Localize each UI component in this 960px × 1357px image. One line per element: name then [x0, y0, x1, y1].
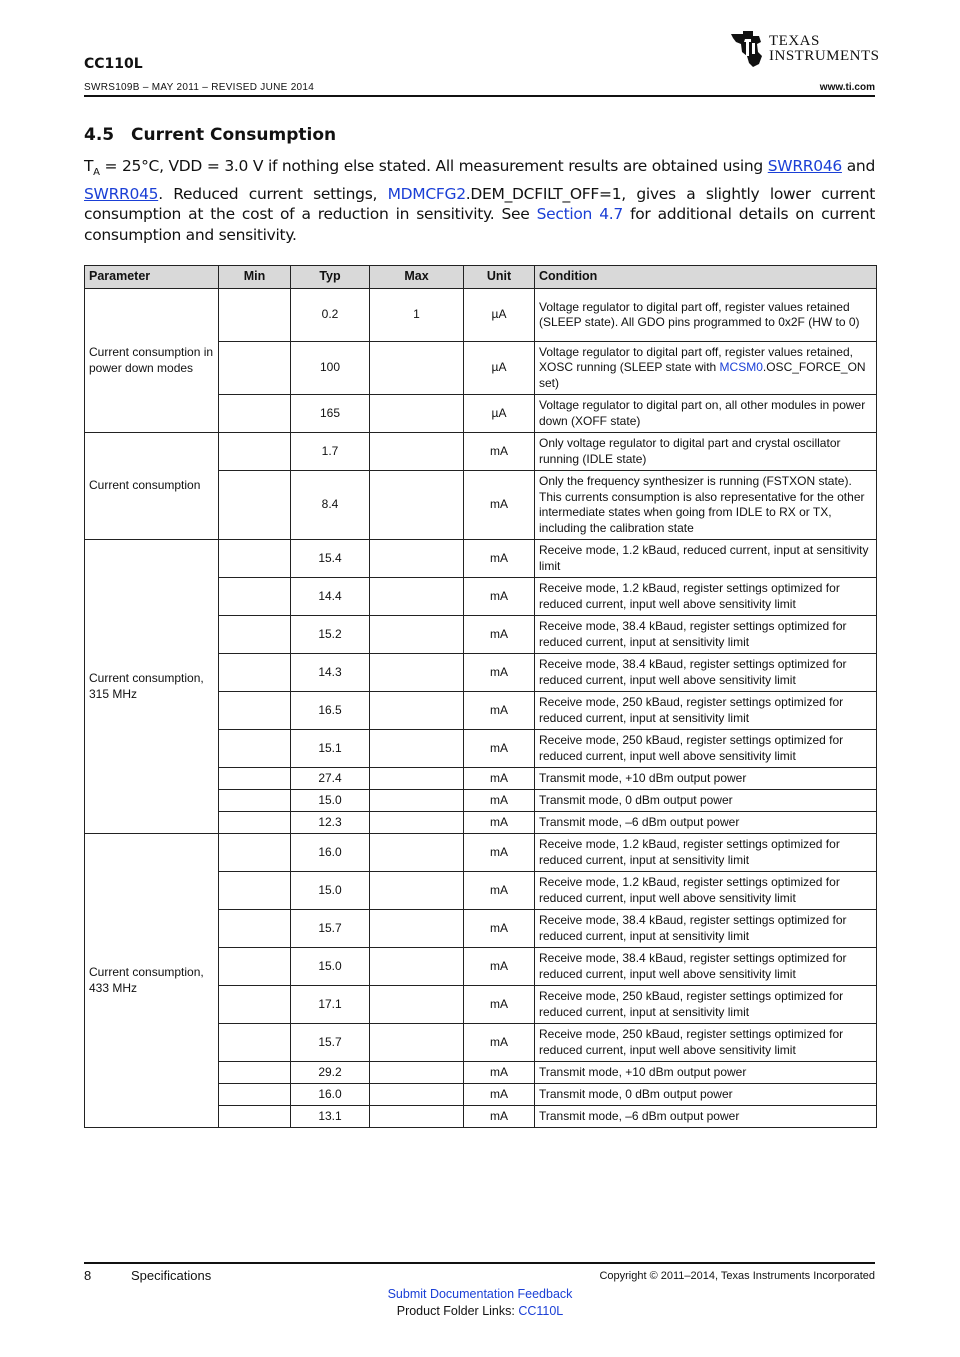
current-consumption-table [84, 265, 877, 1128]
max-cell [370, 910, 464, 948]
condition-cell: Receive mode, 38.4 kBaud, register settings optimized for reduced current, input well above sensitivity limit [535, 654, 877, 692]
condition-cell: Transmit mode, 0 dBm output power [535, 1084, 877, 1106]
condition-cell: Only the frequency synthesizer is running (FSTXON state). This currents consumption is also representative for the other intermediate states when going from IDLE to RX or TX, including the calibration state [535, 471, 877, 540]
intro-text-1: = 25°C, VDD = 3.0 V if nothing else stated. All measurement results are obtained using [99, 157, 768, 175]
min-cell [219, 948, 291, 986]
min-cell [219, 616, 291, 654]
footer-section-name: Specifications [131, 1268, 212, 1283]
unit-cell: mA [464, 948, 535, 986]
parameter-cell: Current consumption [85, 433, 219, 540]
max-cell [370, 1024, 464, 1062]
col-header-parameter: Parameter [85, 266, 219, 289]
min-cell [219, 471, 291, 540]
doc-title: CC110L [84, 56, 143, 72]
temp-symbol: T [84, 157, 94, 175]
condition-cell: Receive mode, 250 kBaud, register settings optimized for reduced current, input at sensitivity limit [535, 986, 877, 1024]
intro-text-3: . Reduced current settings, [158, 184, 388, 203]
typ-cell: 16.0 [291, 1084, 370, 1106]
max-cell [370, 1062, 464, 1084]
min-cell [219, 395, 291, 433]
condition-cell: Receive mode, 250 kBaud, register settings optimized for reduced current, input well above sensitivity limit [535, 730, 877, 768]
intro-paragraph [84, 156, 875, 245]
typ-cell: 12.3 [291, 812, 370, 834]
max-cell [370, 342, 464, 395]
min-cell [219, 433, 291, 471]
condition-cell: Receive mode, 1.2 kBaud, register settings optimized for reduced current, input well above sensitivity limit [535, 872, 877, 910]
min-cell [219, 540, 291, 578]
min-cell [219, 1024, 291, 1062]
intro-text-5: for additional details on current consumption and sensitivity. [84, 205, 875, 244]
unit-cell: mA [464, 812, 535, 834]
max-cell [370, 692, 464, 730]
condition-cell [535, 342, 877, 395]
col-header-max: Max [370, 266, 464, 289]
footer-divider [84, 1262, 875, 1264]
min-cell [219, 578, 291, 616]
unit-cell: mA [464, 730, 535, 768]
typ-cell: 14.4 [291, 578, 370, 616]
min-cell [219, 986, 291, 1024]
ti-logo-icon [729, 30, 765, 68]
product-folder-link[interactable]: CC110L [518, 1304, 564, 1318]
product-folder-links [0, 1304, 960, 1318]
min-cell [219, 654, 291, 692]
condition-cell: Transmit mode, +10 dBm output power [535, 1062, 877, 1084]
intro-text-4: .DEM_DCFILT_OFF=1, gives a slightly lower current consumption at the cost of a reduction in sensitivity. See [84, 184, 875, 224]
table-row [85, 433, 877, 471]
unit-cell: mA [464, 872, 535, 910]
typ-cell: 17.1 [291, 986, 370, 1024]
max-cell: 1 [370, 289, 464, 342]
typ-cell: 15.7 [291, 1024, 370, 1062]
typ-cell: 15.0 [291, 948, 370, 986]
condition-cell: Receive mode, 1.2 kBaud, register settings optimized for reduced current, input at sensitivity limit [535, 834, 877, 872]
ti-logo [729, 30, 880, 74]
typ-cell: 165 [291, 395, 370, 433]
condition-cell: Transmit mode, 0 dBm output power [535, 790, 877, 812]
max-cell [370, 1106, 464, 1128]
typ-cell: 8.4 [291, 471, 370, 540]
condition-cell: Receive mode, 1.2 kBaud, register settings optimized for reduced current, input well above sensitivity limit [535, 578, 877, 616]
condition-cell: Transmit mode, –6 dBm output power [535, 1106, 877, 1128]
max-cell [370, 395, 464, 433]
parameter-cell: Current consumption, 315 MHz [85, 540, 219, 834]
col-header-typ: Typ [291, 266, 370, 289]
unit-cell: mA [464, 1084, 535, 1106]
unit-cell: mA [464, 692, 535, 730]
intro-text-2: and [841, 157, 876, 175]
min-cell [219, 1106, 291, 1128]
condition-cell: Voltage regulator to digital part off, register values retained (SLEEP state). All GDO pins programmed to 0x2F (HW to 0) [535, 289, 877, 342]
website-link[interactable]: www.ti.com [819, 82, 875, 93]
min-cell [219, 1062, 291, 1084]
unit-cell: mA [464, 1024, 535, 1062]
min-cell [219, 834, 291, 872]
max-cell [370, 812, 464, 834]
logo-line-1: TEXAS [769, 33, 820, 49]
unit-cell: mA [464, 654, 535, 692]
unit-cell: mA [464, 790, 535, 812]
max-cell [370, 471, 464, 540]
typ-cell: 15.4 [291, 540, 370, 578]
min-cell [219, 730, 291, 768]
max-cell [370, 790, 464, 812]
condition-cell: Receive mode, 38.4 kBaud, register settings optimized for reduced current, input at sensitivity limit [535, 616, 877, 654]
max-cell [370, 433, 464, 471]
section-number: 4.5 [84, 125, 115, 145]
condition-text: Voltage regulator to digital part off, register values retained, XOSC running (SLEEP state with [539, 344, 853, 375]
table-row [85, 834, 877, 872]
unit-cell: mA [464, 1106, 535, 1128]
typ-cell: 15.7 [291, 910, 370, 948]
ti-logo-text [769, 34, 880, 64]
unit-cell: mA [464, 768, 535, 790]
typ-cell: 13.1 [291, 1106, 370, 1128]
link-swrr045[interactable]: SWRR045 [84, 184, 159, 203]
link-swrr046[interactable]: SWRR046 [767, 157, 842, 175]
condition-cell: Only voltage regulator to digital part and crystal oscillator running (IDLE state) [535, 433, 877, 471]
unit-cell: µA [464, 342, 535, 395]
max-cell [370, 540, 464, 578]
header-divider [84, 95, 875, 97]
typ-cell: 16.5 [291, 692, 370, 730]
max-cell [370, 872, 464, 910]
table-row [85, 540, 877, 578]
unit-cell: mA [464, 433, 535, 471]
typ-cell: 1.7 [291, 433, 370, 471]
unit-cell: mA [464, 471, 535, 540]
parameter-cell: Current consumption, 433 MHz [85, 834, 219, 1128]
typ-cell: 15.1 [291, 730, 370, 768]
unit-cell: mA [464, 910, 535, 948]
typ-cell: 16.0 [291, 834, 370, 872]
typ-cell: 27.4 [291, 768, 370, 790]
unit-cell: mA [464, 540, 535, 578]
unit-cell: mA [464, 616, 535, 654]
min-cell [219, 342, 291, 395]
col-header-condition: Condition [535, 266, 877, 289]
link-mdmcfg2[interactable]: MDMCFG2 [387, 184, 466, 203]
copyright-notice: Copyright © 2011–2014, Texas Instruments Incorporated [599, 1270, 875, 1282]
min-cell [219, 768, 291, 790]
max-cell [370, 578, 464, 616]
page-number: 8 [84, 1268, 92, 1283]
max-cell [370, 730, 464, 768]
min-cell [219, 692, 291, 730]
max-cell [370, 1084, 464, 1106]
condition-cell: Voltage regulator to digital part on, all other modules in power down (XOFF state) [535, 395, 877, 433]
max-cell [370, 834, 464, 872]
parameter-cell: Current consumption in power down modes [85, 289, 219, 433]
table-row [85, 289, 877, 342]
col-header-unit: Unit [464, 266, 535, 289]
section-title: Current Consumption [131, 125, 337, 145]
condition-cell: Receive mode, 38.4 kBaud, register settings optimized for reduced current, input well above sensitivity limit [535, 948, 877, 986]
folder-label: Product Folder Links: [396, 1304, 519, 1318]
section-heading [84, 125, 336, 145]
max-cell [370, 616, 464, 654]
typ-cell: 29.2 [291, 1062, 370, 1084]
max-cell [370, 768, 464, 790]
unit-cell: mA [464, 578, 535, 616]
unit-cell: µA [464, 395, 535, 433]
condition-cell: Receive mode, 1.2 kBaud, reduced current, input at sensitivity limit [535, 540, 877, 578]
typ-cell: 15.0 [291, 790, 370, 812]
min-cell [219, 289, 291, 342]
condition-cell: Receive mode, 38.4 kBaud, register settings optimized for reduced current, input at sensitivity limit [535, 910, 877, 948]
min-cell [219, 790, 291, 812]
table-header-row [85, 266, 877, 289]
max-cell [370, 654, 464, 692]
link-mcsm0[interactable]: MCSM0 [719, 360, 763, 375]
doc-revision: SWRS109B – MAY 2011 – REVISED JUNE 2014 [84, 82, 315, 93]
typ-cell: 15.2 [291, 616, 370, 654]
temp-subscript: A [93, 167, 100, 179]
submit-feedback-link[interactable]: Submit Documentation Feedback [387, 1287, 573, 1301]
unit-cell: mA [464, 1062, 535, 1084]
condition-cell: Transmit mode, –6 dBm output power [535, 812, 877, 834]
unit-cell: µA [464, 289, 535, 342]
col-header-min: Min [219, 266, 291, 289]
condition-cell: Receive mode, 250 kBaud, register settings optimized for reduced current, input well above sensitivity limit [535, 1024, 877, 1062]
logo-line-2: INSTRUMENTS [769, 48, 880, 64]
typ-cell: 100 [291, 342, 370, 395]
link-section-4-7[interactable]: Section 4.7 [536, 205, 623, 224]
condition-text: .OSC_FORCE_ON set) [539, 360, 866, 390]
unit-cell: mA [464, 986, 535, 1024]
min-cell [219, 812, 291, 834]
typ-cell: 0.2 [291, 289, 370, 342]
max-cell [370, 986, 464, 1024]
condition-cell: Receive mode, 250 kBaud, register settings optimized for reduced current, input at sensitivity limit [535, 692, 877, 730]
min-cell [219, 910, 291, 948]
typ-cell: 14.3 [291, 654, 370, 692]
condition-cell: Transmit mode, +10 dBm output power [535, 768, 877, 790]
unit-cell: mA [464, 834, 535, 872]
typ-cell: 15.0 [291, 872, 370, 910]
max-cell [370, 948, 464, 986]
min-cell [219, 872, 291, 910]
min-cell [219, 1084, 291, 1106]
